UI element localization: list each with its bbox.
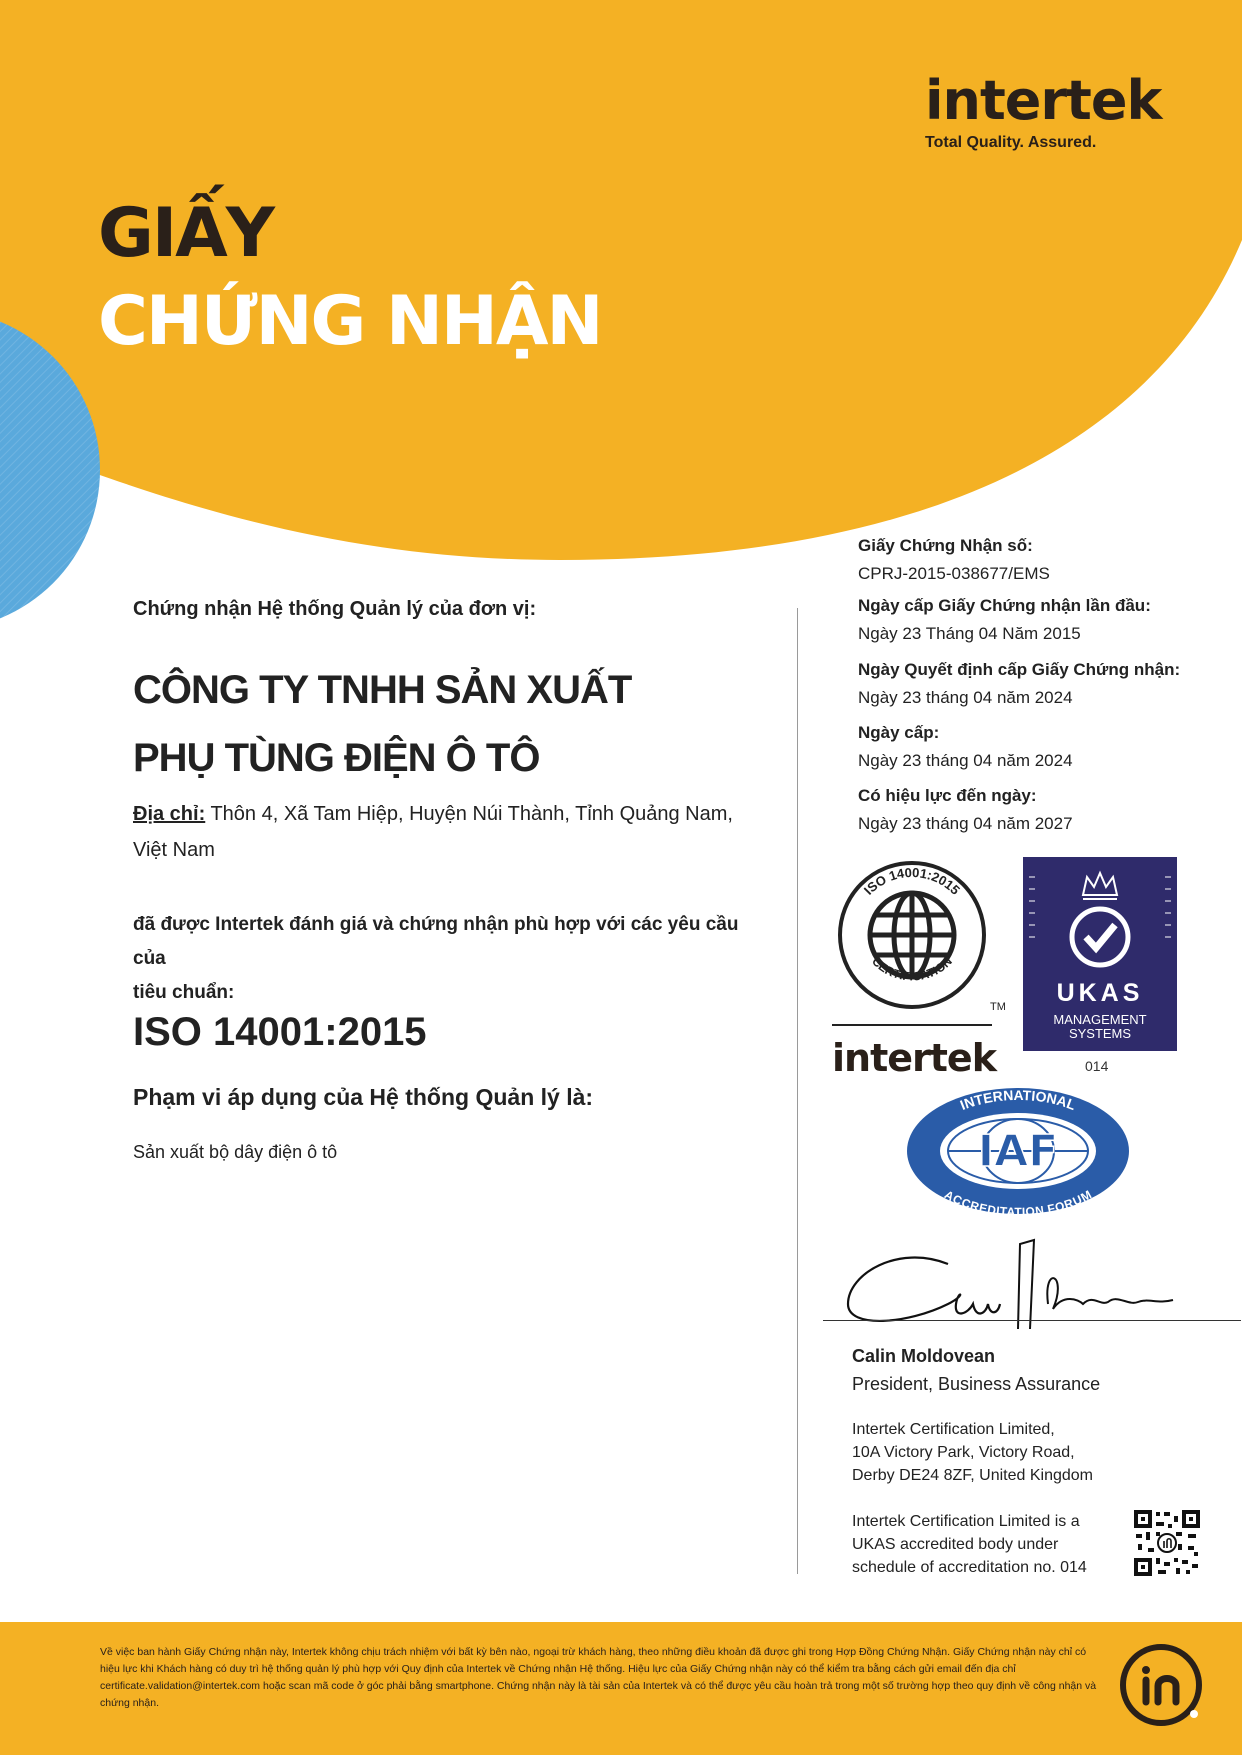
scope-text: Sản xuất bộ dây điện ô tô — [133, 1142, 338, 1162]
crown-check-icon — [1023, 857, 1177, 977]
company-name-line2: PHỤ TÙNG ĐIỆN Ô TÔ — [133, 736, 540, 780]
assessment-statement — [133, 908, 773, 1010]
intertek-in-icon — [1116, 1640, 1206, 1730]
iaf-bottom-text: ACCREDITATION FORUM — [941, 1187, 1094, 1216]
detail-value: Ngày 23 tháng 04 năm 2024 — [858, 688, 1073, 707]
cert-ring-bottom-text: CERTIFICATION — [869, 954, 955, 984]
signer-block — [852, 1342, 1100, 1398]
detail-label: Ngày Quyết định cấp Giấy Chứng nhận: — [858, 660, 1181, 679]
detail-value: Ngày 23 tháng 04 năm 2027 — [858, 814, 1073, 833]
accreditation-note: Intertek Certification Limited is a UKAS accredited body under schedule of accreditation no. 014 — [852, 1513, 1087, 1576]
detail-value: Ngày 23 Tháng 04 Năm 2015 — [858, 624, 1081, 643]
ukas-title: UKAS — [1056, 979, 1144, 1007]
assessment-line2: tiêu chuẩn: — [133, 982, 235, 1003]
iaf-badge — [905, 1086, 1131, 1216]
qr-code[interactable] — [1132, 1508, 1202, 1578]
certificate-title-line1: GIẤY — [98, 194, 273, 273]
globe-icon — [870, 893, 954, 977]
detail-certificate-number — [858, 532, 1050, 588]
company-name-line1: CÔNG TY TNHH SẢN XUẤT — [133, 668, 632, 712]
company-address — [133, 796, 773, 868]
detail-value: CPRJ-2015-038677/EMS — [858, 564, 1050, 583]
intertek-logo — [925, 69, 1162, 152]
certificate-title-line2: CHỨNG NHẬN — [98, 282, 602, 361]
issuer-line2: 10A Victory Park, Victory Road, — [852, 1444, 1075, 1461]
detail-decision-date — [858, 656, 1180, 712]
iaf-mid-text: IAF — [977, 1126, 1059, 1177]
signer-name: Calin Moldovean — [852, 1346, 996, 1366]
badge-divider — [832, 1024, 992, 1026]
detail-label: Ngày cấp: — [858, 723, 940, 742]
logo-tagline: Total Quality. Assured. — [925, 134, 1097, 151]
ukas-subtitle-line2: SYSTEMS — [1068, 1026, 1132, 1041]
detail-expiry-date — [858, 782, 1073, 838]
footer-disclaimer: Về việc ban hành Giấy Chứng nhận này, Intertek không chịu trách nhiệm với bất kỳ bên nào, ngoại trừ khách hàng, theo những điều khoản đã được ghi trong Hợp Đồng Chứng Nhận. Giấy Chứng nhận này chỉ có hiệu lực khi Khách hàng có duy trì hệ thống quản lý phù hợp với Quy định của Intertek về Chứng nhận Hệ thống. Hiệu lực của Giấy Chứng nhận này có thể kiểm tra bằng cách gửi email đến địa chỉ certificate.validation@intertek.com hoặc scan mã code ở góc phải bằng smartphone. Chứng nhận này là tài sản của Intertek và có thể được yêu cầu hoàn trả trong một số trường hợp theo quy định về công nhận và chứng nhận. — [100, 1646, 1097, 1709]
signature-image — [838, 1234, 1198, 1334]
trademark-mark: TM — [990, 1001, 1006, 1013]
company-name — [133, 656, 773, 792]
ukas-number: 014 — [1085, 1058, 1109, 1074]
badge-intertek-word: intertek — [832, 1036, 996, 1080]
detail-initial-date — [858, 592, 1151, 648]
address-line2: Việt Nam — [133, 839, 215, 861]
issuer-line3: Derby DE24 8ZF, United Kingdom — [852, 1467, 1093, 1484]
certification-lead: Chứng nhận Hệ thống Quản lý của đơn vị: — [133, 598, 537, 620]
iso-certification-badge — [832, 855, 992, 1015]
scope-heading: Phạm vi áp dụng của Hệ thống Quản lý là: — [133, 1084, 594, 1110]
signer-position: President, Business Assurance — [852, 1374, 1101, 1394]
issuer-line1: Intertek Certification Limited, — [852, 1421, 1055, 1438]
assessment-line1: đã được Intertek đánh giá và chứng nhận phù hợp với các yêu cầu của — [133, 914, 739, 969]
ukas-subtitle — [1023, 1013, 1177, 1041]
column-divider — [797, 608, 798, 1574]
issuer-address — [852, 1418, 1093, 1487]
logo-word: intertek — [925, 69, 1162, 132]
iaf-top-text: INTERNATIONAL — [957, 1086, 1079, 1114]
detail-label: Ngày cấp Giấy Chứng nhận lần đầu: — [858, 596, 1151, 615]
detail-label: Có hiệu lực đến ngày: — [858, 786, 1037, 805]
ukas-subtitle-line1: MANAGEMENT — [1053, 1012, 1147, 1027]
detail-issue-date — [858, 719, 1073, 775]
ukas-badge — [1023, 857, 1177, 1051]
cert-ring-top-text: ISO 14001:2015 — [860, 864, 963, 898]
address-line1: Thôn 4, Xã Tam Hiệp, Huyện Núi Thành, Tỉnh Quảng Nam, — [210, 803, 733, 825]
standard-name: ISO 14001:2015 — [133, 1010, 427, 1054]
detail-value: Ngày 23 tháng 04 năm 2024 — [858, 751, 1073, 770]
detail-label: Giấy Chứng Nhận số: — [858, 536, 1033, 555]
signature-line — [823, 1320, 1241, 1321]
address-label: Địa chỉ: — [133, 803, 206, 825]
